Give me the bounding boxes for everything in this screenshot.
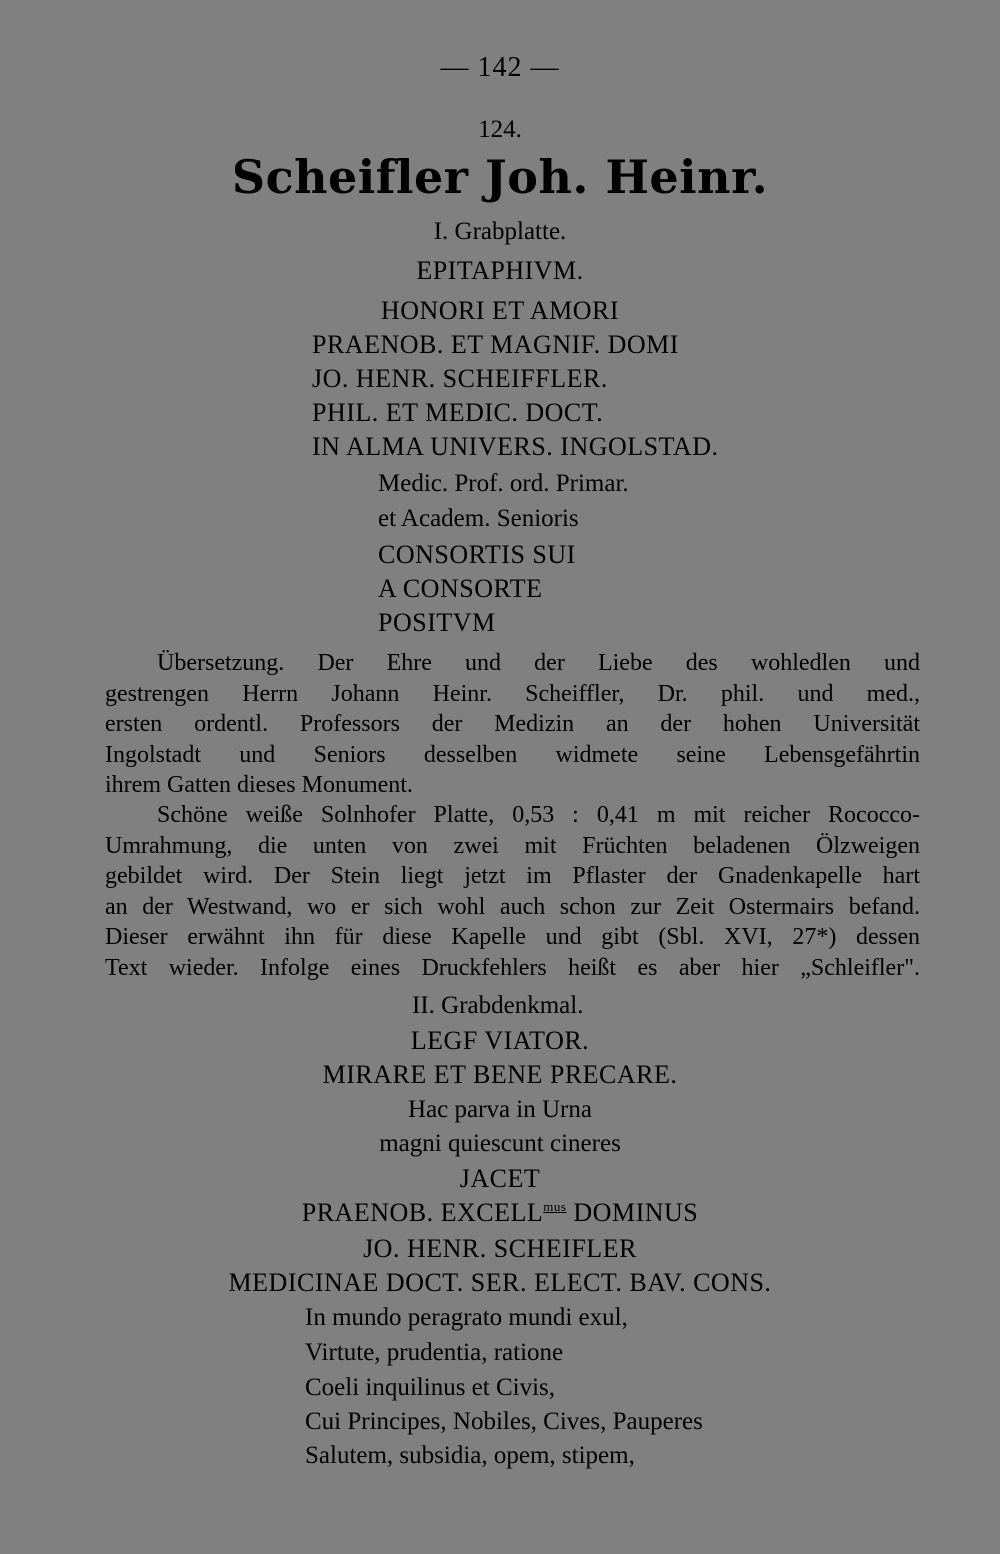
inscription-line: CONSORTIS SUI: [378, 540, 576, 569]
inscription-text: DOMINUS: [566, 1198, 699, 1227]
inscription-line: Medic. Prof. ord. Primar.: [378, 470, 629, 497]
paragraph-line: ersten ordentl. Professors der Medizin an der hohen Universität: [105, 711, 920, 737]
paragraph-line: Text wieder. Infolge eines Druckfehlers heißt es aber hier „Schleifler".: [105, 954, 920, 981]
paragraph-line: Übersetzung. Der Ehre und der Liebe des wohledlen und: [157, 650, 920, 676]
inscription-line: MIRARE ET BENE PRECARE.: [322, 1060, 678, 1089]
paragraph-line: Ingolstadt und Seniors desselben widmete seine Lebensgefährtin: [105, 741, 920, 768]
inscription-line: JACET: [459, 1164, 541, 1193]
inscription-line: magni quiescunt cineres: [379, 1130, 621, 1157]
paragraph-line: Dieser erwähnt ihn für diese Kapelle und gibt (Sbl. XVI, 27*) dessen: [105, 924, 920, 950]
inscription-text: PRAENOB. EXCELL: [301, 1198, 544, 1227]
inscription-line-excell: [0, 1198, 1000, 1228]
inscription-line: POSITVM: [378, 608, 496, 637]
paragraph-line: gebildet wird. Der Stein liegt jetzt im Pflaster der Gnadenkapelle hart: [105, 863, 920, 889]
inscription-line: Salutem, subsidia, opem, stipem,: [305, 1442, 635, 1469]
inscription-line: Virtute, prudentia, ratione: [305, 1339, 564, 1366]
inscription-line: A CONSORTE: [378, 574, 543, 603]
paragraph-line: Umrahmung, die unten von zwei mit Früchten beladenen Ölzweigen: [105, 832, 920, 859]
page-number: — 142 —: [440, 52, 560, 83]
superscript-mus: mus: [543, 1199, 567, 1214]
inscription-line: et Academ. Senioris: [378, 505, 579, 532]
inscription-line: PHIL. ET MEDIC. DOCT.: [312, 398, 604, 427]
paragraph-line: ihrem Gatten dieses Monument.: [105, 772, 413, 798]
paragraph-line: gestrengen Herrn Johann Heinr. Scheiffler, Dr. phil. und med.,: [105, 680, 920, 707]
translation-paragraph: [105, 648, 920, 801]
paragraph-line: Schöne weiße Solnhofer Platte, 0,53 : 0,41 m mit reicher Rococco-: [157, 802, 920, 828]
inscription-line: Coeli inquilinus et Civis,: [305, 1374, 556, 1401]
inscription-line: In mundo peragrato mundi exul,: [305, 1304, 628, 1331]
inscription-line: IN ALMA UNIVERS. INGOLSTAD.: [312, 432, 719, 461]
inscription-line: EPITAPHIVM.: [416, 256, 584, 285]
inscription-line: PRAENOB. ET MAGNIF. DOMI: [312, 330, 679, 359]
entry-number: 124.: [478, 116, 522, 143]
inscription-line: Hac parva in Urna: [408, 1096, 592, 1123]
entry-title: Scheifler Joh. Heinr.: [231, 150, 769, 204]
paragraph-line: an der Westwand, wo er sich wohl auch schon zur Zeit Ostermairs befand.: [105, 893, 920, 920]
description-paragraph: [105, 800, 920, 983]
inscription-line: Cui Principes, Nobiles, Cives, Pauperes: [305, 1408, 703, 1435]
section-heading-grabdenkmal: II. Grabdenkmal.: [412, 992, 584, 1019]
inscription-line: LEGF VIATOR.: [410, 1026, 590, 1055]
inscription-line: JO. HENR. SCHEIFLER: [363, 1234, 637, 1263]
inscription-line: HONORI ET AMORI: [380, 296, 620, 325]
inscription-line: JO. HENR. SCHEIFFLER.: [312, 364, 608, 393]
section-heading-grabplatte: I. Grabplatte.: [433, 218, 567, 245]
inscription-line: MEDICINAE DOCT. SER. ELECT. BAV. CONS.: [228, 1268, 772, 1297]
